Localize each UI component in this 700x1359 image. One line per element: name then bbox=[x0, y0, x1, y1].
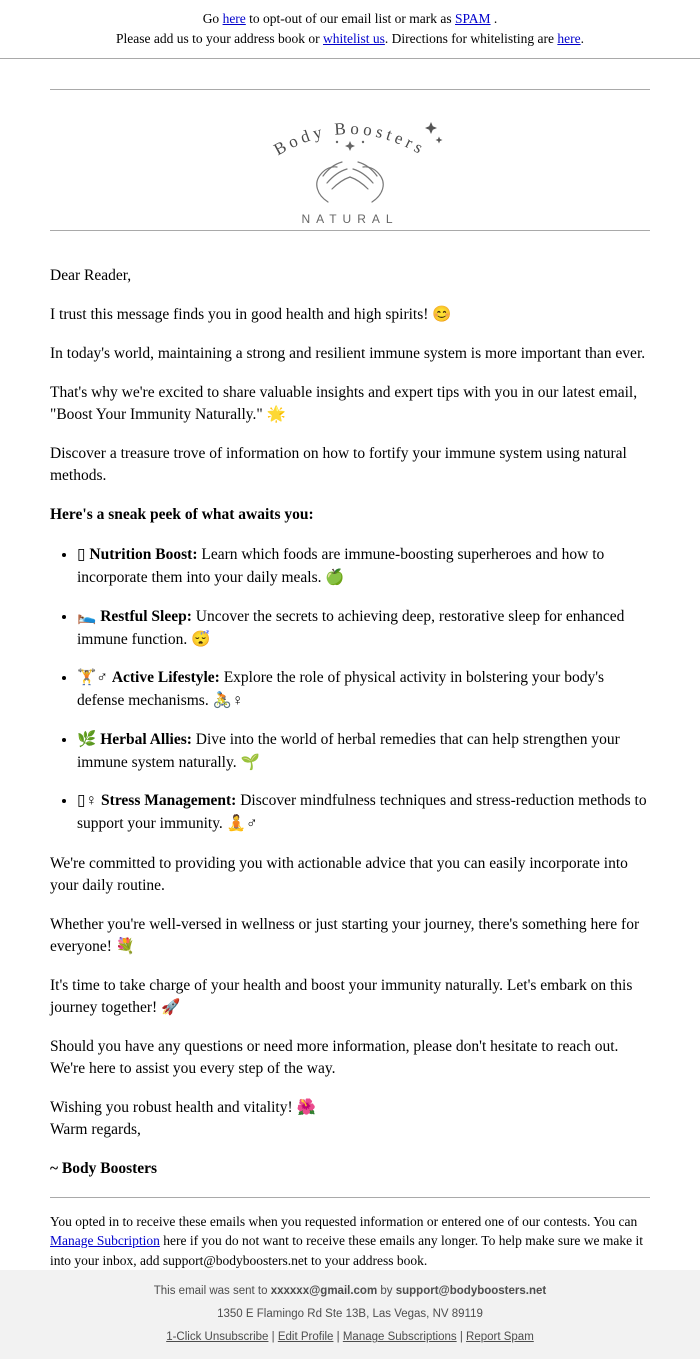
text-segment: You opted in to receive these emails when you requested information or entered one of our contests. You can bbox=[50, 1213, 638, 1229]
text-segment: to opt-out of our email list or mark as bbox=[245, 11, 456, 26]
list-item-active bbox=[77, 666, 650, 713]
company-address: 1350 E Flamingo Rd Ste 13B, Las Vegas, NV 89119 bbox=[217, 1308, 483, 1321]
divider-below-logo bbox=[50, 230, 650, 231]
sparkle-icon bbox=[425, 122, 443, 144]
edit-profile-link[interactable]: Edit Profile bbox=[277, 1331, 334, 1344]
hands-sparkle-icon bbox=[336, 141, 364, 151]
missing-glyph-female-icon: ▯♀ bbox=[77, 792, 102, 810]
embark-paragraph bbox=[50, 975, 650, 1019]
sleeping-face-emoji: 😴 bbox=[191, 630, 211, 648]
text-segment: Warm regards, bbox=[50, 1120, 141, 1138]
text-segment: Discover mindfulness techniques and stress-reduction methods to support your immunity. bbox=[77, 792, 647, 833]
smiling-face-emoji: 😊 bbox=[432, 306, 452, 324]
glowing-star-emoji: 🌟 bbox=[266, 406, 286, 424]
person-in-bed-emoji: 🛌 bbox=[77, 607, 101, 625]
woman-biking-emoji: 🚴♀ bbox=[212, 692, 244, 710]
text-segment: | bbox=[456, 1331, 467, 1344]
list-item-herbal bbox=[77, 728, 650, 775]
text-segment: That's why we're excited to share valuable insights and expert tips with you in our latest email, "Boost Your Immunity Naturally." bbox=[50, 384, 638, 424]
list-item-sleep bbox=[77, 605, 650, 652]
text-segment: Stress Management: bbox=[101, 792, 237, 810]
footer-links-line bbox=[20, 1331, 680, 1343]
hibiscus-emoji: 🌺 bbox=[296, 1098, 316, 1116]
brand-name-arc bbox=[271, 119, 430, 159]
sent-to-line bbox=[20, 1285, 680, 1297]
missing-glyph-icon: ▯ bbox=[77, 546, 90, 564]
text-segment: Restful Sleep: bbox=[100, 607, 192, 625]
seedling-emoji: 🌱 bbox=[240, 753, 260, 771]
text-segment: here if you do not want to receive these emails any longer. To help make sure we make it into your inbox, add support@bodyboosters.net to your address book. bbox=[50, 1233, 644, 1268]
optout-here-link[interactable]: here bbox=[222, 11, 246, 26]
brand-tagline: NATURAL bbox=[301, 212, 399, 227]
optout-notice bbox=[0, 0, 700, 58]
bouquet-emoji: 💐 bbox=[115, 937, 136, 955]
weight-lifter-emoji: 🏋♂ bbox=[77, 669, 112, 687]
text-segment: Explore the role of physical activity in bolstering your body's defense mechanisms. bbox=[77, 669, 605, 710]
brand-name-text: Body Boosters bbox=[270, 118, 430, 160]
text-segment: Active Lifestyle: bbox=[111, 669, 220, 687]
brand-logo-graphic bbox=[225, 90, 475, 230]
sender-email: support@bodyboosters.net bbox=[395, 1285, 547, 1298]
wishing-paragraph bbox=[50, 1097, 650, 1141]
manage-subscriptions-link[interactable]: Manage Subscriptions bbox=[342, 1331, 457, 1344]
list-item-stress bbox=[77, 789, 650, 836]
text-segment: Go bbox=[202, 11, 223, 26]
text-segment: | bbox=[333, 1331, 343, 1344]
recipient-email: xxxxxx@gmail.com bbox=[270, 1285, 378, 1298]
text-segment: by bbox=[377, 1285, 396, 1298]
manage-subscription-link[interactable]: Manage Subcription bbox=[50, 1233, 160, 1249]
email-body bbox=[0, 59, 700, 1270]
text-segment: . bbox=[580, 30, 584, 46]
man-meditating-emoji: 🧘♂ bbox=[226, 815, 258, 833]
report-spam-link[interactable]: Report Spam bbox=[466, 1331, 534, 1344]
brand-logo bbox=[50, 90, 650, 230]
hands-icon bbox=[317, 162, 383, 202]
text-segment: | bbox=[268, 1331, 278, 1344]
latest-email-paragraph bbox=[50, 382, 650, 426]
text-segment: Learn which foods are immune-boosting superheroes and how to incorporate them into your daily meals. bbox=[77, 546, 605, 587]
herb-emoji: 🌿 bbox=[77, 730, 101, 748]
committed-paragraph: We're committed to providing you with actionable advice that you can easily incorporate into your daily routine. bbox=[50, 854, 628, 894]
text-segment: . Directions for whitelisting are bbox=[384, 30, 558, 46]
whitelisting-directions-link[interactable]: here bbox=[557, 30, 581, 46]
text-segment: Uncover the secrets to achieving deep, restorative sleep for enhanced immune function. bbox=[77, 607, 625, 648]
sneak-peek-list bbox=[50, 543, 650, 836]
green-apple-emoji: 🍏 bbox=[325, 569, 345, 587]
salutation-paragraph: Dear Reader, bbox=[50, 267, 132, 285]
text-segment: Herbal Allies: bbox=[100, 730, 192, 748]
rocket-emoji: 🚀 bbox=[161, 998, 181, 1016]
text-segment: Dive into the world of herbal remedies that can help strengthen your immune system naturally. bbox=[77, 730, 620, 771]
everyone-paragraph bbox=[50, 914, 650, 958]
whitelist-us-link[interactable]: whitelist us bbox=[323, 30, 385, 46]
text-segment: Nutrition Boost: bbox=[89, 546, 198, 564]
discover-paragraph: Discover a treasure trove of information on how to fortify your immune system using natural methods. bbox=[50, 445, 627, 485]
text-segment: Wishing you robust health and vitality! bbox=[50, 1098, 297, 1116]
text-segment: It's time to take charge of your health and boost your immunity naturally. Let's embark on this journey together! bbox=[50, 976, 633, 1016]
text-segment: This email was sent to bbox=[153, 1285, 271, 1298]
text-segment: Please add us to your address book or bbox=[116, 30, 323, 46]
questions-paragraph: Should you have any questions or need more information, please don't hesitate to reach out. We're here to assist you every step of the way. bbox=[50, 1037, 619, 1077]
text-segment: Whether you're well-versed in wellness or just starting your journey, there's something here for everyone! bbox=[50, 915, 640, 955]
immune-importance-paragraph: In today's world, maintaining a strong and resilient immune system is more important than ever. bbox=[50, 345, 646, 363]
fineprint-paragraph bbox=[50, 1212, 650, 1271]
email-footer-bar bbox=[0, 1270, 700, 1359]
text-segment: I trust this message finds you in good health and high spirits! bbox=[50, 306, 433, 324]
divider-above-fineprint bbox=[50, 1197, 650, 1198]
whitelist-line bbox=[30, 29, 670, 49]
optout-line bbox=[30, 9, 670, 29]
sneak-peek-heading: Here's a sneak peek of what awaits you: bbox=[50, 506, 314, 524]
one-click-unsubscribe-link[interactable]: 1-Click Unsubscribe bbox=[166, 1331, 269, 1344]
text-segment: . bbox=[490, 11, 498, 26]
mark-spam-link[interactable]: SPAM bbox=[455, 11, 491, 26]
list-item-nutrition bbox=[77, 543, 650, 590]
intro-paragraph bbox=[50, 304, 650, 326]
signature-paragraph: ~ Body Boosters bbox=[50, 1159, 158, 1177]
